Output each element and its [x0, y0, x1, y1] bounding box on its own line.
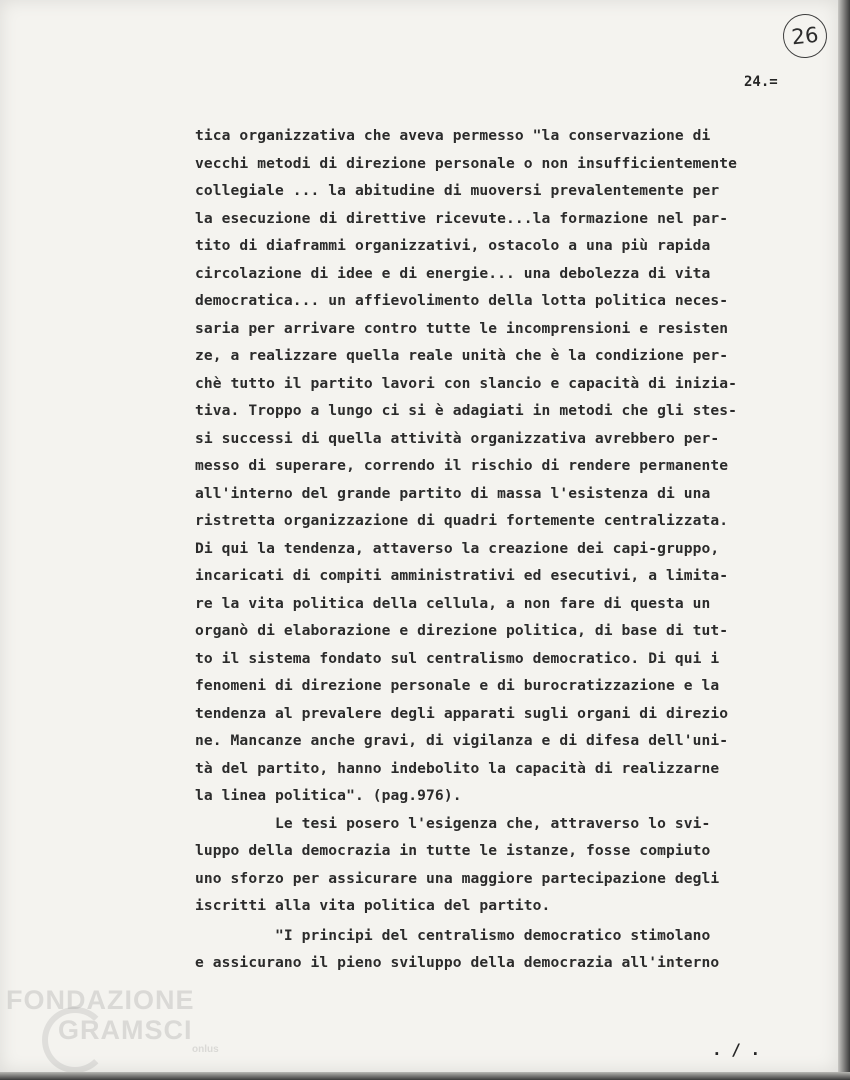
fondazione-gramsci-watermark — [6, 985, 236, 1055]
watermark-logo-ring — [42, 1007, 108, 1073]
text-line: democratica... un affievolimento della lotta politica neces- — [195, 292, 729, 309]
text-line: luppo della democrazia in tutte le istanze, fosse compiuto — [195, 842, 711, 859]
text-line: circolazione di idee e di energie... una debolezza di vita — [195, 264, 711, 282]
text-line: incaricati di compiti amministrativi ed esecutivi, a limita- — [195, 567, 729, 584]
text-line: ze, a realizzare quella reale unità che è la condizione per- — [195, 347, 729, 364]
scan-edge-shadow — [838, 0, 850, 1080]
text-line: Di qui la tendenza, attaverso la creazione dei capi-gruppo, — [195, 539, 720, 557]
text-line: la esecuzione di direttive ricevute...la formazione nel par- — [195, 209, 729, 227]
text-line: saria per arrivare contro tutte le incomprensioni e resisten — [195, 319, 729, 337]
text-line: collegiale ... la abitudine di muoversi prevalentemente per — [195, 182, 720, 199]
text-line: vecchi metodi di direzione personale o non insufficientemente — [195, 154, 738, 172]
watermark-line-3: onlus — [192, 1044, 219, 1055]
text-line: tica organizzativa che aveva permesso "la conservazione di — [195, 127, 711, 144]
watermark-line-2: GRAMSCI — [58, 1015, 193, 1045]
continuation-mark: . / . — [712, 1040, 761, 1059]
text-line: "I principi del centralismo democratico stimolano — [195, 926, 711, 944]
text-line: tendenza al prevalere degli apparati sugli organi di direzio — [195, 704, 729, 722]
text-line: to il sistema fondato sul centralismo democratico. Di qui i — [195, 649, 720, 667]
text-line: la linea politica". (pag.976). — [195, 787, 462, 804]
text-line: tà del partito, hanno indebolito la capacità di realizzarne — [195, 759, 720, 777]
watermark-line-1: FONDAZIONE — [6, 985, 195, 1015]
text-line: organò di elaborazione e direzione politica, di base di tut- — [195, 622, 729, 639]
text-line: messo di superare, correndo il rischio di rendere permanente — [195, 457, 729, 474]
text-line: e assicurano il pieno sviluppo della democrazia all'interno — [195, 954, 720, 971]
text-line: iscritti alla vita politica del partito. — [195, 897, 551, 914]
text-line: Le tesi posero l'esigenza che, attraverso lo svi- — [195, 814, 711, 832]
page-number: 24.= — [744, 74, 778, 90]
archive-number-stamp — [781, 12, 829, 60]
text-line: tito di diaframmi organizzativi, ostacolo a una più rapida — [195, 237, 711, 254]
text-line: fenomeni di direzione personale e di burocratizzazione e la — [195, 677, 720, 694]
text-line: ristretta organizzazione di quadri fortemente centralizzata. — [195, 512, 729, 529]
text-line: ne. Mancanze anche gravi, di vigilanza e di difesa dell'uni- — [195, 732, 729, 749]
scan-bottom-shadow — [0, 1072, 850, 1080]
text-line: tiva. Troppo a lungo ci si è adagiati in metodi che gli stes- — [195, 402, 738, 419]
text-line: si successi di quella attività organizzativa avrebbero per- — [195, 429, 720, 447]
text-line: uno sforzo per assicurare una maggiore partecipazione degli — [195, 869, 720, 887]
archive-number: 26 — [790, 22, 820, 50]
text-line: chè tutto il partito lavori con slancio e capacità di inizia- — [195, 374, 738, 392]
typewritten-text — [195, 122, 795, 977]
text-line: all'interno del grande partito di massa l'esistenza di una — [195, 484, 711, 502]
text-line: re la vita politica della cellula, a non fare di questa un — [195, 594, 711, 612]
